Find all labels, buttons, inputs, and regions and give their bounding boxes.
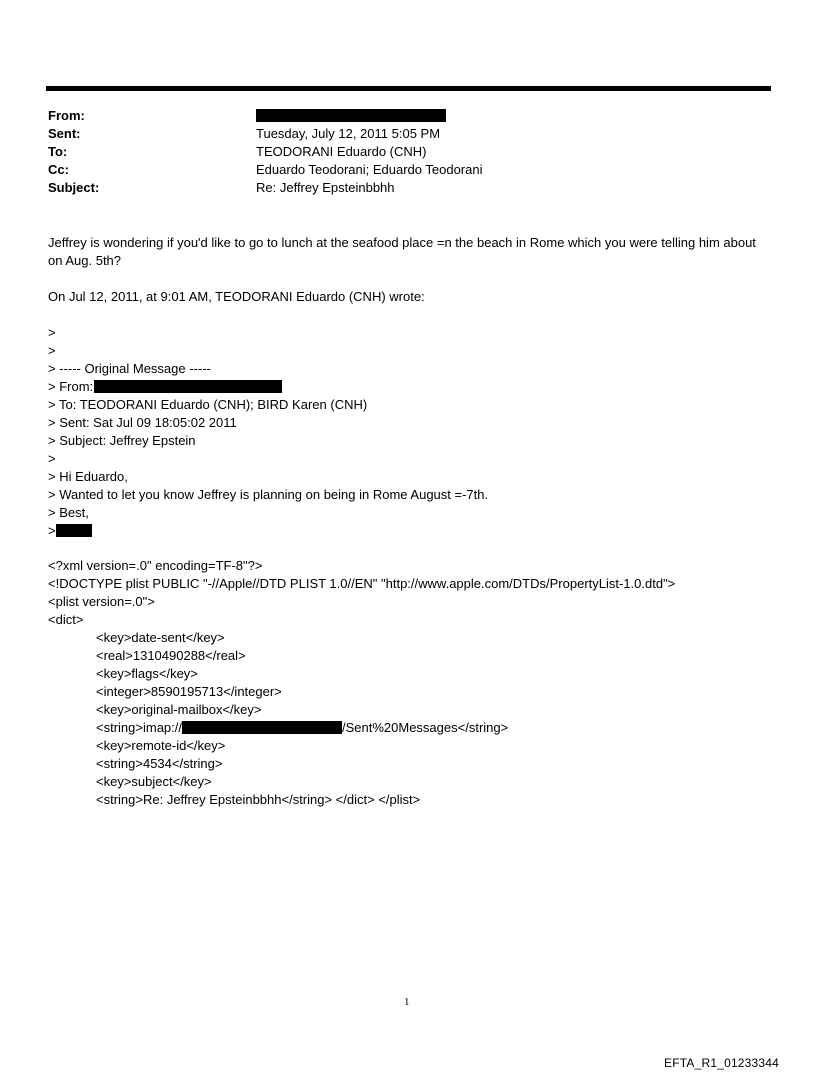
sent-label: Sent: [48, 126, 81, 141]
quoted-line: > Hi Eduardo, [48, 469, 128, 484]
plist-line: <string>4534</string> [96, 756, 223, 771]
quoted-from-label: > From: [48, 379, 94, 394]
quoted-line: > [48, 325, 56, 340]
quoted-from-row [48, 378, 282, 396]
plist-line: <dict> [48, 612, 84, 627]
plist-line: <real>1310490288</real> [96, 648, 246, 663]
quoted-line: > To: TEODORANI Eduardo (CNH); BIRD Karen (CNH) [48, 397, 368, 412]
reply-intro: On Jul 12, 2011, at 9:01 AM, TEODORANI Eduardo (CNH) wrote: [48, 289, 425, 304]
plist-string-close: /Sent%20Messages</string> [342, 720, 509, 735]
quoted-line: > Sent: Sat Jul 09 18:05:02 2011 [48, 415, 237, 430]
plist-line: <key>remote-id</key> [96, 738, 226, 753]
quoted-line: > Wanted to let you know Jeffrey is planning on being in Rome August =-7th. [48, 487, 489, 502]
header-rule [46, 86, 771, 91]
quoted-line: > ----- Original Message ----- [48, 361, 211, 376]
quoted-line: > Subject: Jeffrey Epstein [48, 433, 196, 448]
plist-line: <string>Re: Jeffrey Epsteinbbhh</string> </dict> </plist> [96, 792, 421, 807]
plist-line: <key>date-sent</key> [96, 630, 225, 645]
sent-value: Tuesday, July 12, 2011 5:05 PM [256, 126, 441, 141]
redaction-bar [256, 109, 446, 122]
redaction-bar [182, 721, 342, 734]
plist-line: <key>subject</key> [96, 774, 212, 789]
cc-label: Cc: [48, 162, 69, 177]
subject-value: Re: Jeffrey Epsteinbbhh [256, 180, 395, 195]
redaction-bar [94, 380, 282, 393]
plist-line: <?xml version=.0" encoding=TF-8"?> [48, 558, 263, 573]
page-number: 1 [404, 996, 410, 1008]
redaction-bar [56, 524, 92, 537]
plist-string-open: <string>imap:// [96, 720, 182, 735]
subject-label: Subject: [48, 180, 100, 195]
body-paragraph: Jeffrey is wondering if you'd like to go to lunch at the seafood place =n the beach in Rome which you were telling him about on Aug. 5th? [48, 235, 756, 268]
plist-line: <key>flags</key> [96, 666, 198, 681]
quoted-line: > [48, 451, 56, 466]
plist-line: <integer>8590195713</integer> [96, 684, 282, 699]
from-label: From: [48, 108, 85, 123]
plist-line: <key>original-mailbox</key> [96, 702, 262, 717]
to-value: TEODORANI Eduardo (CNH) [256, 144, 427, 159]
quoted-marker: > [48, 523, 56, 538]
quoted-line: > [48, 343, 56, 358]
to-label: To: [48, 144, 68, 159]
from-value-redacted [256, 107, 446, 125]
quoted-signature-row [48, 522, 92, 540]
bates-number: EFTA_R1_01233344 [664, 1056, 780, 1070]
plist-mailbox-row [96, 719, 508, 737]
plist-line: <!DOCTYPE plist PUBLIC "-//Apple//DTD PLIST 1.0//EN" "http://www.apple.com/DTDs/PropertyList-1.0.dtd"> [48, 576, 676, 591]
plist-line: <plist version=.0"> [48, 594, 155, 609]
cc-value: Eduardo Teodorani; Eduardo Teodorani [256, 162, 483, 177]
quoted-line: > Best, [48, 505, 89, 520]
